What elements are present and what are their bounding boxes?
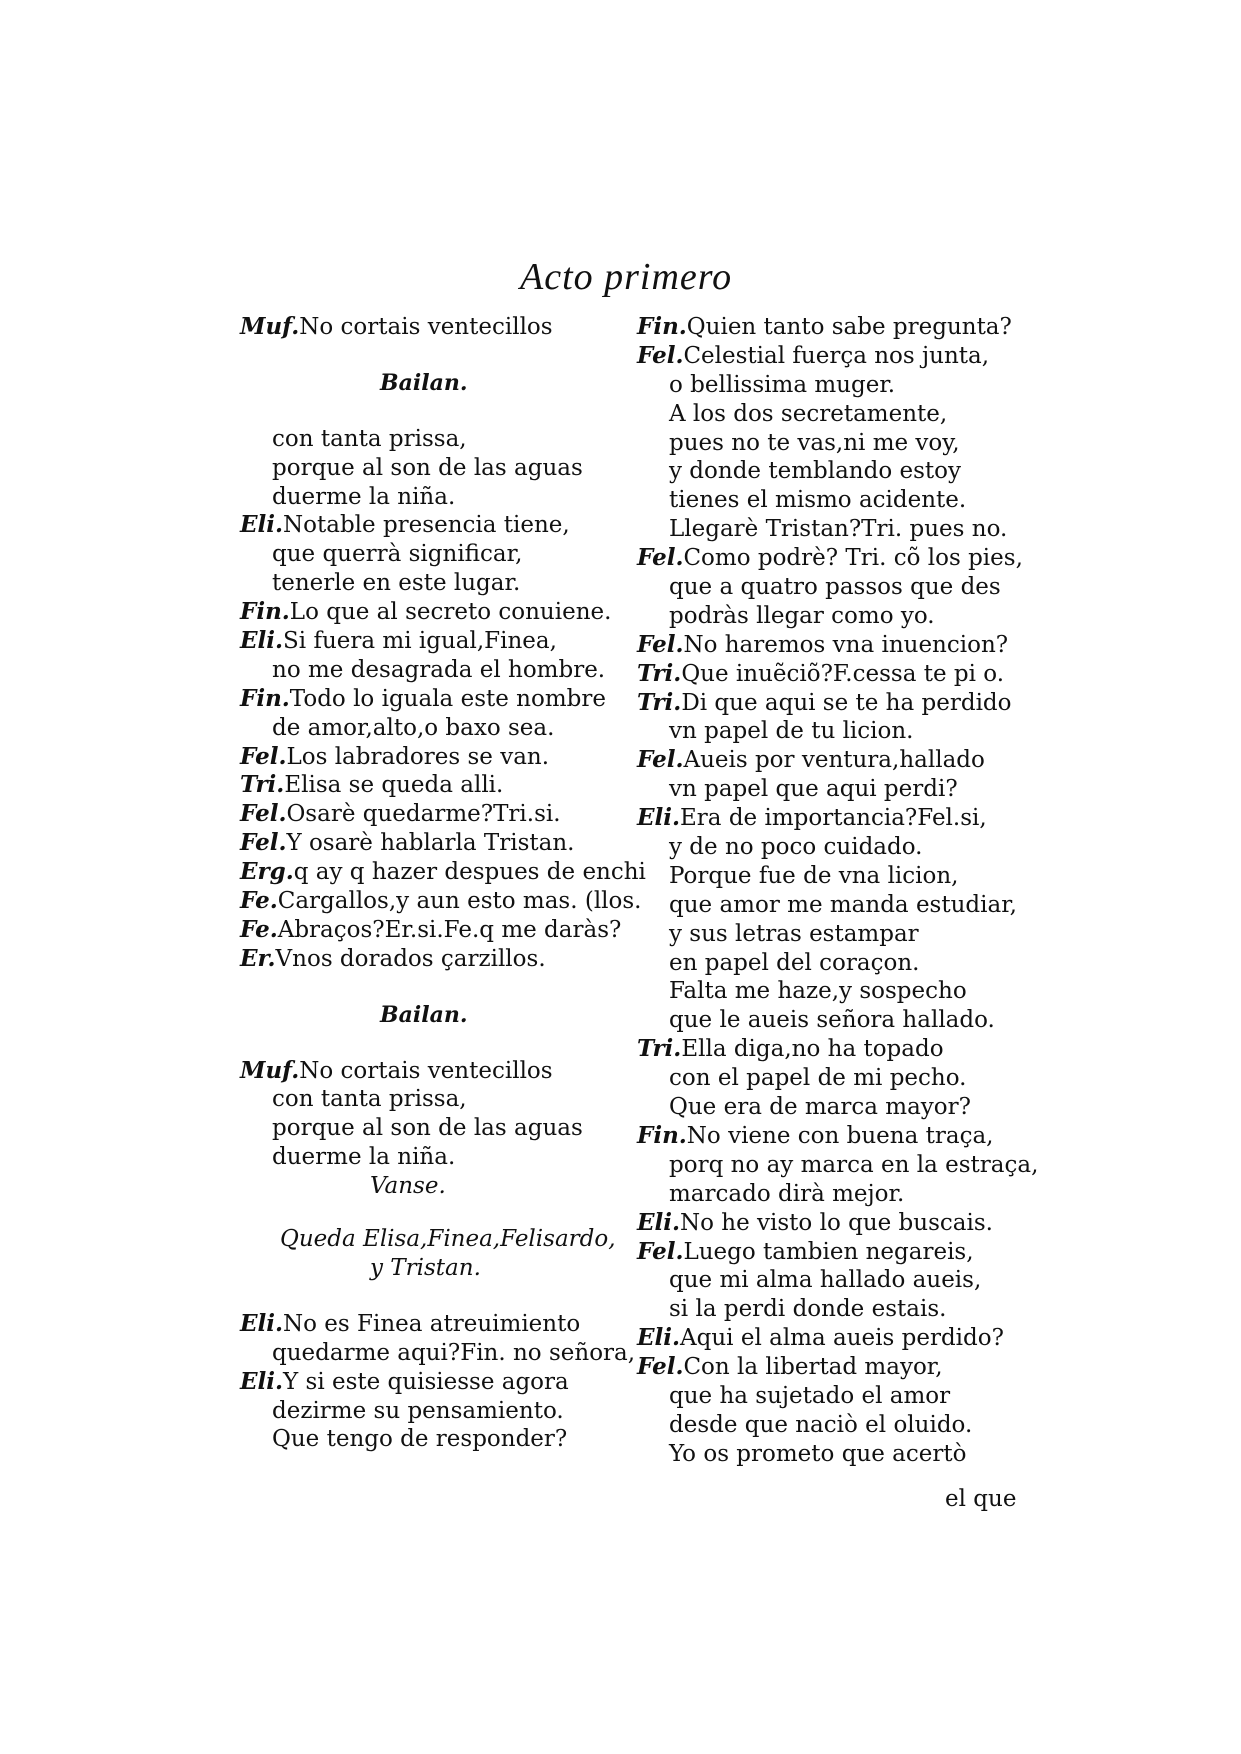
verse-text: podràs llegar como yo. (669, 602, 935, 629)
verse-line (240, 454, 620, 483)
verse-line (637, 400, 1017, 429)
verse-line (637, 573, 1017, 602)
speaker-label: Tri. (240, 771, 285, 799)
verse-line (240, 1143, 620, 1172)
line-gap (240, 974, 620, 1001)
speaker-label: Tri. (637, 688, 682, 716)
verse-text: o bellissima muger. (669, 371, 896, 398)
verse-text: Era de importancia?Fel.si, (680, 805, 987, 832)
verse-text: de amor,alto,o baxo sea. (272, 714, 555, 741)
verse-text: duerme la niña. (272, 483, 456, 510)
verse-line (240, 1425, 620, 1454)
verse-text: Lo que al secreto conuiene. (289, 599, 612, 626)
speaker-label: Fin. (240, 598, 290, 626)
speaker-label: Fel. (637, 630, 684, 658)
speaker-label: Fel. (240, 742, 287, 770)
verse-text: y sus letras estampar (669, 920, 919, 947)
verse-line (240, 313, 620, 342)
stage-direction (240, 1225, 620, 1254)
verse-text: y Tristan. (370, 1254, 481, 1281)
verse-line (240, 656, 620, 685)
speaker-label: Muf. (240, 313, 300, 340)
verse-line (240, 1397, 620, 1426)
verse-text: Que tengo de responder? (272, 1426, 568, 1453)
verse-text: con el papel de mi pecho. (669, 1065, 967, 1092)
verse-text: Yo os prometo que acertò (669, 1440, 967, 1467)
verse-text: duerme la niña. (272, 1144, 456, 1171)
verse-text: Aueis por ventura,hallado (683, 747, 985, 774)
verse-line (637, 833, 1017, 862)
verse-text: en papel del coraçon. (669, 949, 920, 976)
verse-text: No cortais ventecillos (299, 314, 553, 340)
verse-line (240, 743, 620, 772)
verse-text: Ella diga,no ha topado (681, 1036, 944, 1063)
speaker-label: Eli. (637, 1324, 681, 1352)
line-gap (240, 342, 620, 369)
verse-text: q ay q hazer despues de enchi (293, 859, 646, 886)
verse-line (637, 1180, 1017, 1209)
verse-text: porque al son de las aguas (272, 454, 583, 481)
verse-text: porq no ay marca en la estraça, (669, 1151, 1039, 1178)
speaker-label: Fin. (240, 684, 290, 712)
verse-line (637, 1440, 1017, 1469)
verse-text: Los labradores se van. (286, 743, 550, 770)
verse-line (240, 858, 646, 887)
verse-line (240, 1085, 620, 1114)
verse-text: Di que aqui se te ha perdido (681, 689, 1012, 716)
verse-line (637, 660, 1017, 689)
verse-text: Quien tanto sabe pregunta? (686, 314, 1012, 340)
verse-text: No es Finea atreuimiento (283, 1310, 581, 1337)
verse-text: Notable presencia tiene, (283, 512, 570, 539)
verse-line (637, 717, 1017, 746)
verse-line (637, 1295, 1017, 1324)
speaker-label: Muf. (240, 1056, 300, 1084)
page-header: Acto primero (520, 256, 733, 298)
verse-line (240, 569, 620, 598)
verse-text: que mi alma hallado aueis, (669, 1267, 982, 1294)
verse-line (240, 685, 620, 714)
stage-direction (240, 369, 620, 398)
stage-direction (240, 1254, 620, 1283)
verse-text: desde que naciò el oluido. (669, 1411, 973, 1438)
verse-line (637, 457, 1017, 486)
verse-line (637, 486, 1017, 515)
verse-text: Y osarè hablarla Tristan. (286, 830, 575, 857)
verse-text: Aqui el alma aueis perdido? (680, 1325, 1004, 1352)
verse-line (240, 916, 620, 945)
verse-text: que ha sujetado el amor (669, 1382, 951, 1409)
verse-line (637, 1093, 1017, 1122)
speaker-label: Eli. (240, 627, 284, 655)
verse-text: Falta me haze,y sospecho (669, 978, 967, 1005)
verse-line (637, 804, 1017, 833)
verse-line (637, 977, 1017, 1006)
speaker-label: Eli. (240, 1309, 284, 1337)
verse-text: Vnos dorados çarzillos. (275, 945, 546, 972)
verse-line (637, 631, 1017, 660)
stage-direction (240, 1172, 620, 1201)
verse-text: Porque fue de vna licion, (669, 862, 959, 889)
verse-text: No haremos vna inuencion? (683, 631, 1009, 658)
right-column (637, 313, 1039, 1469)
speaker-label: Fel. (637, 1237, 684, 1265)
verse-text: No viene con buena traça, (686, 1122, 994, 1149)
verse-line (637, 1006, 1017, 1035)
verse-text: Abraços?Er.si.Fe.q me daràs? (277, 916, 622, 943)
verse-line (240, 771, 620, 800)
verse-line (637, 371, 1017, 400)
verse-line (637, 1238, 1017, 1267)
verse-line (240, 540, 620, 569)
speaker-label: Fe. (240, 887, 278, 915)
verse-text: Si fuera mi igual,Finea, (283, 628, 557, 655)
verse-text: Queda Elisa,Finea,Felisardo, (280, 1226, 616, 1253)
verse-line (637, 1324, 1017, 1353)
speaker-label: Tri. (637, 1035, 682, 1063)
speaker-label: Tri. (637, 659, 682, 687)
verse-line (637, 1035, 1017, 1064)
verse-line (240, 714, 620, 743)
verse-text: pues no te vas,ni me voy, (669, 429, 960, 456)
speaker-label: Fe. (240, 915, 278, 943)
speaker-label: Fin. (637, 1121, 687, 1149)
verse-line (637, 1209, 1017, 1238)
verse-text: Que era de marca mayor? (669, 1094, 971, 1121)
verse-line (637, 602, 1017, 631)
verse-line (637, 429, 1017, 458)
verse-line (240, 1339, 636, 1368)
verse-text: Que inuẽciõ?F.cessa te pi o. (681, 660, 1005, 687)
verse-line (637, 775, 1017, 804)
verse-line (637, 1064, 1017, 1093)
verse-text: y donde temblando estoy (669, 458, 961, 485)
verse-text: tenerle en este lugar. (272, 570, 521, 597)
verse-text: que a quatro passos que des (669, 574, 1001, 601)
verse-text: Bailan. (380, 1001, 468, 1028)
verse-text: Elisa se queda alli. (284, 772, 504, 799)
verse-text: dezirme su pensamiento. (272, 1397, 564, 1424)
verse-text: Con la libertad mayor, (683, 1354, 943, 1381)
verse-line (637, 1411, 1017, 1440)
speaker-label: Eli. (637, 1208, 681, 1236)
verse-text: Vanse. (370, 1173, 446, 1200)
verse-line (637, 1151, 1039, 1180)
speaker-label: Fel. (240, 800, 287, 828)
verse-line (240, 598, 620, 627)
verse-line (637, 1353, 1017, 1382)
verse-line (637, 1266, 1017, 1295)
catchword: el que (945, 1486, 1017, 1512)
stage-direction (240, 1001, 620, 1030)
verse-line (637, 1382, 1017, 1411)
speaker-label: Erg. (240, 858, 294, 886)
verse-text: con tanta prissa, (272, 1086, 467, 1113)
verse-text: Cargallos,y aun esto mas. (llos. (277, 888, 642, 915)
verse-line (240, 425, 620, 454)
verse-line (637, 746, 1017, 775)
verse-text: que le aueis señora hallado. (669, 1007, 995, 1034)
verse-text: Como podrè? Tri. cõ los pies, (683, 545, 1023, 572)
verse-text: A los dos secretamente, (669, 400, 948, 427)
verse-text: quedarme aqui?Fin. no señora, (272, 1339, 636, 1366)
speaker-label: Fel. (637, 1353, 684, 1381)
line-gap (240, 1201, 620, 1225)
verse-text: Bailan. (380, 369, 468, 396)
verse-line (240, 1368, 620, 1397)
speaker-label: Eli. (240, 1367, 284, 1395)
verse-line (240, 887, 642, 916)
verse-text: vn papel que aqui perdi? (669, 776, 958, 803)
left-column (240, 313, 646, 1454)
verse-text: marcado dirà mejor. (669, 1180, 905, 1207)
line-gap (240, 1030, 620, 1057)
line-gap (240, 1283, 620, 1310)
speaker-label: Eli. (637, 804, 681, 832)
verse-text: con tanta prissa, (272, 425, 467, 452)
verse-text: si la perdi donde estais. (669, 1296, 947, 1323)
verse-text: No cortais ventecillos (299, 1057, 553, 1084)
verse-line (637, 515, 1017, 544)
verse-text: y de no poco cuidado. (669, 834, 923, 861)
verse-text: Celestial fuerça nos junta, (683, 342, 990, 369)
verse-line (637, 313, 1017, 342)
verse-line (637, 544, 1023, 573)
verse-line (240, 829, 620, 858)
verse-text: no me desagrada el hombre. (272, 656, 606, 683)
speaker-label: Er. (240, 944, 276, 972)
verse-line (637, 891, 1017, 920)
speaker-label: Fin. (637, 313, 687, 340)
speaker-label: Fel. (240, 829, 287, 857)
verse-line (240, 1310, 620, 1339)
verse-line (637, 689, 1017, 718)
verse-line (637, 342, 1017, 371)
verse-text: Osarè quedarme?Tri.si. (286, 801, 561, 828)
verse-line (240, 627, 620, 656)
speaker-label: Fel. (637, 544, 684, 572)
verse-text: que amor me manda estudiar, (669, 891, 1017, 918)
verse-text: porque al son de las aguas (272, 1115, 583, 1142)
verse-line (637, 920, 1017, 949)
verse-line (637, 949, 1017, 978)
line-gap (240, 398, 620, 425)
verse-line (240, 945, 620, 974)
verse-line (240, 483, 620, 512)
verse-text: tienes el mismo acidente. (669, 487, 967, 514)
verse-text: Llegarè Tristan?Tri. pues no. (669, 516, 1008, 543)
verse-text: vn papel de tu licion. (669, 718, 914, 745)
verse-line (637, 1122, 1017, 1151)
verse-text: Y si este quisiesse agora (283, 1368, 569, 1395)
verse-line (240, 1057, 620, 1086)
speaker-label: Eli. (240, 511, 284, 539)
verse-text: No he visto lo que buscais. (680, 1209, 993, 1236)
speaker-label: Fel. (637, 341, 684, 369)
speaker-label: Fel. (637, 746, 684, 774)
verse-line (240, 1114, 620, 1143)
verse-line (637, 862, 1017, 891)
verse-text: Todo lo iguala este nombre (289, 685, 606, 712)
verse-line (240, 800, 620, 829)
verse-line (240, 511, 620, 540)
verse-text: que querrà significar, (272, 541, 523, 568)
verse-text: Luego tambien negareis, (683, 1238, 974, 1265)
